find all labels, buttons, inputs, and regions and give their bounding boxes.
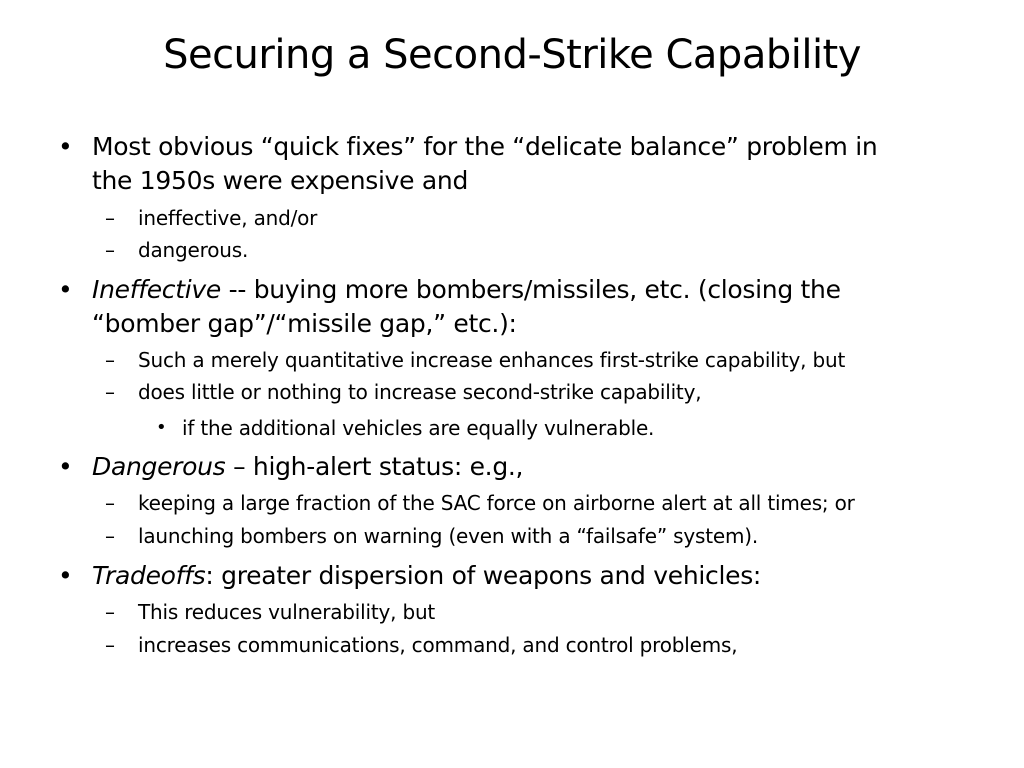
dash-icon: – <box>105 206 115 230</box>
bullet-text-4-line-1 <box>92 559 761 593</box>
bullet-icon: • <box>58 561 73 590</box>
dash-icon: – <box>105 348 115 372</box>
sub-bullet-1-2: dangerous. <box>138 238 249 262</box>
slide-title: Securing a Second-Strike Capability <box>163 32 861 78</box>
bullet-emphasis-tradeoffs: Tradeoffs <box>92 561 206 590</box>
dash-icon: – <box>105 380 115 404</box>
dash-icon: – <box>105 491 115 515</box>
bullet-emphasis-dangerous: Dangerous <box>92 452 226 481</box>
sub-bullet-1-1: ineffective, and/or <box>138 206 318 230</box>
sub-bullet-2-2: does little or nothing to increase second-strike capability, <box>138 380 702 404</box>
small-bullet-icon: • <box>156 417 167 438</box>
dash-icon: – <box>105 633 115 657</box>
sub-bullet-4-2: increases communications, command, and control problems, <box>138 633 738 657</box>
sub-sub-bullet-2-1: if the additional vehicles are equally vulnerable. <box>182 416 655 440</box>
bullet-text-4-rest: : greater dispersion of weapons and vehicles: <box>205 561 762 590</box>
sub-bullet-3-2: launching bombers on warning (even with a “failsafe” system). <box>138 524 758 548</box>
sub-bullet-2-1: Such a merely quantitative increase enhances first-strike capability, but <box>138 348 846 372</box>
bullet-text-2-rest: -- buying more bombers/missiles, etc. (closing the <box>220 275 841 304</box>
sub-bullet-3-1: keeping a large fraction of the SAC force on airborne alert at all times; or <box>138 491 855 515</box>
bullet-icon: • <box>58 452 73 481</box>
bullet-text-2-line-1 <box>92 273 841 307</box>
bullet-text-2-line-2: “bomber gap”/“missile gap,” etc.): <box>92 309 517 338</box>
bullet-text-3-rest: – high-alert status: e.g., <box>225 452 524 481</box>
bullet-emphasis-ineffective: Ineffective <box>92 275 221 304</box>
bullet-text-3-line-1 <box>92 450 523 484</box>
dash-icon: – <box>105 238 115 262</box>
dash-icon: – <box>105 524 115 548</box>
bullet-text-1-line-1: Most obvious “quick fixes” for the “delicate balance” problem in <box>92 132 878 161</box>
bullet-icon: • <box>58 275 73 304</box>
sub-bullet-4-1: This reduces vulnerability, but <box>138 600 436 624</box>
bullet-icon: • <box>58 132 73 161</box>
bullet-text-1-line-2: the 1950s were expensive and <box>92 166 469 195</box>
dash-icon: – <box>105 600 115 624</box>
